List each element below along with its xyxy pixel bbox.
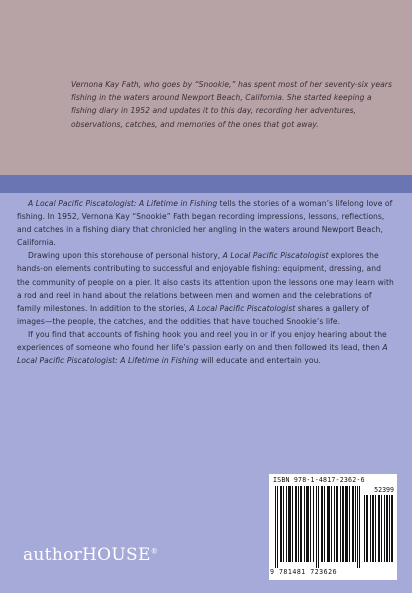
blurb-paragraph-2: Drawing upon this storehouse of personal history, A Local Pacific Piscatologist explores the hands-on elements contributing to successful and enjoyable fishing: equipment, dressing, and the community of people on a pier. It also casts its attention upon the lessons one may learn with a rod and reel in hand about the relations between men and women and the celebrations of family milestones. In addition to the stories, A Local Pacific Piscatologist shares a gallery of images—the people, the catches, and the oddities that have touched Snookie’s life.: [17, 251, 394, 326]
blurb-paragraph-3: If you find that accounts of fishing hook you and reel you in or if you enjoy hearing about the experiences of someone who found her life’s passion early on and then followed its lead, then A Local Pacific Piscatologist: A Lifetime in Fishing will educate and entertain you.: [17, 329, 388, 366]
price-barcode-icon: [364, 495, 394, 562]
author-bio: Vernona Kay Fath, who goes by “Snookie,” has spent most of her seventy-six years fishing in the waters around Newport Beach, California. She started keeping a fishing diary in 1952 and updates it to this day, recording her adventures, observations, catches, and memories of the ones that got away.: [71, 80, 392, 129]
divider-band: [0, 175, 412, 193]
book-title: A Local Pacific Piscatologist: A Lifetime in Fishing: [17, 343, 388, 366]
publisher-logo: authorHOUSE®: [23, 545, 158, 565]
book-title: A Local Pacific Piscatologist: A Lifetime in Fishing: [28, 199, 218, 208]
price-code: 52399: [374, 486, 394, 494]
book-title: A Local Pacific Piscatologist: [189, 303, 296, 313]
book-description: [17, 197, 394, 367]
book-title: A Local Pacific Piscatologist: [222, 251, 329, 261]
ean-digits: 9 781481 723626: [270, 568, 338, 576]
isbn-barcode: [269, 474, 397, 580]
isbn-number: ISBN 978-1-4817-2362-6: [273, 476, 365, 484]
blurb-paragraph-1: A Local Pacific Piscatologist: A Lifetime in Fishing tells the stories of a woman’s lifelong love of fishing. In 1952, Vernona Kay “Snookie” Fath began recording impressions, lessons, reflections, and catches in a fishing diary that chronicled her angling in the waters around Newport Beach, California.: [17, 199, 393, 248]
ean-barcode-icon: [275, 486, 361, 568]
